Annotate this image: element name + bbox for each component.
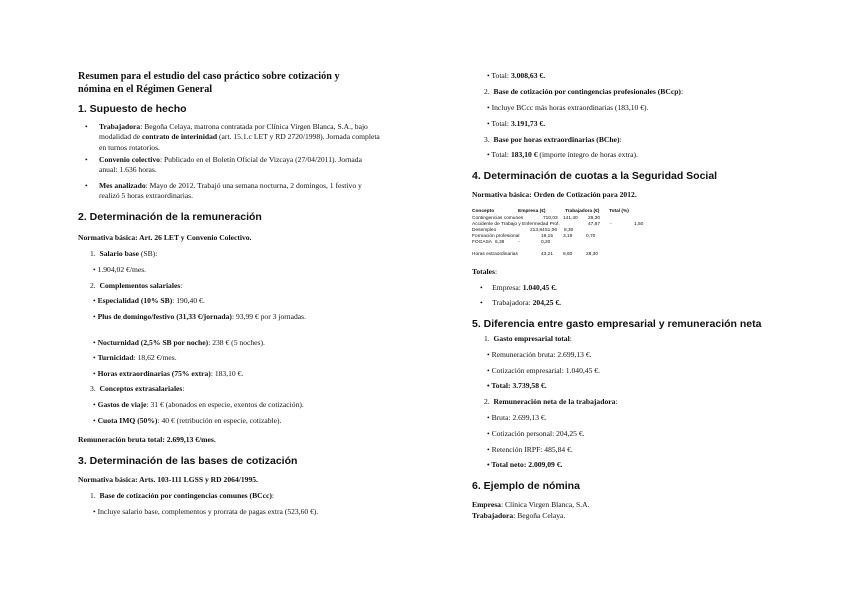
neto-value: Total neto: 2.009,09 €. <box>491 460 563 469</box>
ce-value: Cotización empresarial: 1.040,45 €. <box>491 366 600 375</box>
convenio-text: : Publicado en el Boletín Oficial de Vizcaya (27/04/2011). Jornada anual: 1.636 horas. <box>99 155 362 175</box>
s3-item1: 1. Base de cotización por contingencias comunes (BCcc): <box>90 491 275 500</box>
irpf-value: Retención IRPF: 485,84 €. <box>491 445 573 454</box>
extrasalariales-label: Conceptos extrasalariales <box>99 384 183 393</box>
empresa-value: 1.040,45 €. <box>522 283 557 292</box>
trabajadora-label: Trabajadora <box>472 511 514 520</box>
section-6-heading: 6. Ejemplo de nómina <box>472 480 580 492</box>
complementos-label: Complementos salariales <box>99 281 181 290</box>
section-2-normativa: Normativa básica: Art. 26 LET y Convenio Colectivo. <box>78 233 252 242</box>
item-number: 1. <box>90 249 96 258</box>
horas-extra-value: : 183,10 €. <box>210 369 244 378</box>
gasto-total: Total: 3.739,58 €. <box>491 381 547 390</box>
th-empresa: Empresa (€) <box>518 209 546 214</box>
cuota-label: Cuota IMQ (50%) <box>97 416 158 425</box>
bccp-label: Base de cotización por contingencias profesionales (BCcp) <box>493 87 681 96</box>
trabajadora-label: Trabajadora <box>492 298 529 307</box>
table-cell: Formación profesional <box>472 234 520 239</box>
th-concepto: Concepto <box>472 209 495 214</box>
bccp-text-line: • Incluye BCcc más horas extraordinarias (183,10 €). <box>487 103 649 112</box>
table-cell: 6,38 <box>495 240 505 245</box>
table-cell: 213,84 <box>530 228 545 233</box>
empresa-label: Empresa <box>472 500 501 509</box>
especialidad-line: • Especialidad (10% SB): 190,40 €. <box>93 296 205 305</box>
total3-text: (importe íntegro de horas extra). <box>539 150 638 159</box>
trabajadora-value: 204,25 €. <box>532 298 562 307</box>
table-cell: 1,50 <box>634 222 644 227</box>
salario-base-text: (SB): <box>140 249 158 258</box>
mes-label: Mes analizado <box>99 181 146 190</box>
table-cell: Accidente de Trabajo y Enfermedad Prof. <box>472 222 560 227</box>
bccc-label: Base de cotización por contingencias comunes (BCcc) <box>99 491 272 500</box>
cuota-value: : 40 € (retribución en especie, cotizable). <box>157 416 282 425</box>
bullet: • <box>85 122 88 131</box>
salario-base-label: Salario base <box>99 249 139 258</box>
table-cell: Desempleo <box>472 228 497 233</box>
table-cell: 43,21 <box>541 252 554 257</box>
empresa-label: Empresa <box>492 283 519 292</box>
table-cell: 710,03 <box>543 216 558 221</box>
totales-label: Totales <box>472 267 495 276</box>
viaje-value: : 31 € (abonados en especie, exentos de cotización). <box>146 400 304 409</box>
item-number: 2. <box>90 281 96 290</box>
table-cell: 47,87 <box>588 222 601 227</box>
total1-line: • Total: 3.008,63 €. <box>487 71 546 80</box>
th-trabajadora: Trabajadora (€) <box>565 209 600 214</box>
table-cell: Horas extraordinarias <box>472 252 518 257</box>
nocturnidad-label: Nocturnidad (2,5% SB por noche) <box>97 338 209 347</box>
table-cell: 0,70 <box>586 234 596 239</box>
rb-line: • Remuneración bruta: 2.699,13 €. <box>487 350 592 359</box>
nocturnidad-value: : 238 € (5 noches). <box>208 338 265 347</box>
bccc-text: Incluye salario base, complementos y prorrata de pagas extra (523,60 €). <box>97 507 319 516</box>
table-cell: FOGASA <box>472 240 492 245</box>
empresa-total-line: • Empresa: 1.040,45 €. <box>480 283 557 292</box>
trabajadora-text: : Begoña Celaya, matrona contratada por Clínica Virgen Blanca, S.A., bajo modalidad de <box>99 122 368 142</box>
especialidad-label: Especialidad (10% SB) <box>97 296 173 305</box>
table-cell: 141,40 <box>563 216 578 221</box>
total2-value: 3.191,73 €. <box>510 119 546 128</box>
table-cell: 0,20 <box>541 240 551 245</box>
bccp-text: Incluye BCcc más horas extraordinarias (183,10 €). <box>491 103 649 112</box>
totales-label-line: Totales: <box>472 267 498 276</box>
s2-item2: 2. Complementos salariales: <box>90 281 183 290</box>
neta-label: Remuneración neta de la trabajadora <box>493 397 616 406</box>
ce-line: • Cotización empresarial: 1.040,45 €. <box>487 366 600 375</box>
total-label: Total <box>491 119 507 128</box>
s2-item3: 3. Conceptos extrasalariales: <box>90 384 185 393</box>
neto-line: • Total neto: 2.009,09 €. <box>487 460 563 469</box>
s2-item1 <box>90 249 157 259</box>
table-cell: - <box>518 240 520 245</box>
section-3-heading: 3. Determinación de las bases de cotización <box>78 455 298 467</box>
horas-extra-label: Horas extraordinarias (75% extra) <box>97 369 211 378</box>
table-cell: 3,19 <box>563 234 573 239</box>
table-cell: 28,30 <box>586 252 599 257</box>
section-3-normativa: Normativa básica: Arts. 103-111 LGSS y RD 2064/1995. <box>78 475 258 484</box>
trabajadora-label: Trabajadora <box>99 122 141 131</box>
trabajadora-line <box>472 511 565 521</box>
trabajadora-value: : Begoña Celaya. <box>513 511 566 520</box>
item-number: 3. <box>90 384 96 393</box>
bruta-line: • Bruta: 2.699,13 €. <box>487 413 547 422</box>
s5-item1: 1. Gasto empresarial total: <box>484 334 572 343</box>
empresa-value: : Clínica Virgen Blanca, S.A. <box>500 500 590 509</box>
rb-value: Remuneración bruta: 2.699,13 €. <box>491 350 592 359</box>
convenio-label: Convenio colectivo <box>99 155 160 164</box>
bullet: • <box>85 181 88 190</box>
trabajadora-total-line: • Trabajadora: 204,25 €. <box>480 298 562 307</box>
table-cell: 19,15 <box>541 234 554 239</box>
turnicidad-label: Turnicidad <box>97 353 134 362</box>
turnicidad-value: : 18,62 €/mes. <box>133 353 177 362</box>
item-number: 2. <box>484 397 490 406</box>
table-cell: 8,60 <box>563 252 573 257</box>
s5-item2: 2. Remuneración neta de la trabajadora: <box>484 397 618 406</box>
item-number: 3. <box>484 135 490 144</box>
sb-value-line: • 1.904,02 €/mes. <box>93 265 147 274</box>
viaje-label: Gastos de viaje <box>97 400 147 409</box>
cuota-line: • Cuota IMQ (50%): 40 € (retribución en especie, cotizable). <box>93 416 282 425</box>
table-cell: 28,30 <box>588 216 601 221</box>
mes-text: : Mayo de 2012. Trabajó una semana nocturna, 2 domingos, 1 festivo y realizó 5 horas extraordinarias. <box>99 181 362 201</box>
section-4-normativa: Normativa básica: Orden de Cotización para 2012. <box>472 190 637 199</box>
section-4-heading: 4. Determinación de cuotas a la Seguridad Social <box>472 170 718 182</box>
irpf-line: • Retención IRPF: 485,84 €. <box>487 445 573 454</box>
table-cell: 51,06 <box>545 228 558 233</box>
contrato-label: contrato de interinidad <box>142 132 218 142</box>
table-cell: - <box>610 222 612 227</box>
total1-line: • Total: 3.739,58 €. <box>487 381 547 390</box>
th-total: Total (%) <box>609 209 629 214</box>
bruta-value: Bruta: 2.699,13 €. <box>491 413 547 422</box>
remuneracion-bruta: Remuneración bruta total: 2.699,13 €/mes. <box>78 435 216 444</box>
total-label: Total <box>491 71 507 80</box>
item-number: 1. <box>484 334 490 343</box>
nocturnidad-line: • Nocturnidad (2,5% SB por noche): 238 € (5 noches). <box>93 338 265 347</box>
trabajadora-paragraph <box>85 122 381 153</box>
bccc-text-line: • Incluye salario base, complementos y prorrata de pagas extra (523,60 €). <box>93 507 319 516</box>
plus-value: : 93,99 € por 3 jornadas. <box>231 312 306 321</box>
total3-line: • Total: 183,10 € (importe íntegro de horas extra). <box>487 150 638 159</box>
document-title: Resumen para el estudio del caso práctico sobre cotización y nómina en el Régimen General <box>78 71 340 95</box>
cp-line: • Cotización personal: 204,25 €. <box>487 429 585 438</box>
mes-paragraph <box>85 181 381 202</box>
horas-extra-line: • Horas extraordinarias (75% extra): 183,10 €. <box>93 369 244 378</box>
table-cell: 8,30 <box>564 228 574 233</box>
viaje-line: • Gastos de viaje: 31 € (abonados en especie, exentos de cotización). <box>93 400 304 409</box>
s3-item2: 2. Base de cotización por contingencias profesionales (BCcp): <box>484 87 684 96</box>
plus-label: Plus de domingo/festivo (31,33 €/jornada) <box>97 312 232 321</box>
total1-value: 3.008,63 €. <box>510 71 546 80</box>
empresa-line <box>472 500 589 510</box>
turnicidad-line: • Turnicidad: 18,62 €/mes. <box>93 353 177 362</box>
total-label: Total <box>491 150 507 159</box>
item-number: 1. <box>90 491 96 500</box>
trabajadora-text2: (art. 15.1.c LET y RD 2720/1998). Jornada completa en turnos rotatorios. <box>99 132 380 152</box>
section-2-heading: 2. Determinación de la remuneración <box>78 211 262 223</box>
convenio-paragraph <box>85 155 381 176</box>
gasto-label: Gasto empresarial total <box>493 334 570 343</box>
bullet: • <box>85 155 88 164</box>
section-1-heading: 1. Supuesto de hecho <box>78 103 187 115</box>
total2-line: • Total: 3.191,73 €. <box>487 119 546 128</box>
s3-item3: 3. Base por horas extraordinarias (BChe): <box>484 135 622 144</box>
cp-value: Cotización personal: 204,25 €. <box>491 429 585 438</box>
item-number: 2. <box>484 87 490 96</box>
especialidad-value: : 190,40 €. <box>172 296 205 305</box>
sb-value: 1.904,02 €/mes. <box>97 265 147 274</box>
total3-value: 183,10 € <box>510 150 538 159</box>
section-5-heading: 5. Diferencia entre gasto empresarial y remuneración neta <box>472 318 762 330</box>
bche-label: Base por horas extraordinarias (BChe) <box>493 135 620 144</box>
plus-line: • Plus de domingo/festivo (31,33 €/jornada): 93,99 € por 3 jornadas. <box>93 312 306 321</box>
table-cell: Contingencias comunes <box>472 216 524 221</box>
